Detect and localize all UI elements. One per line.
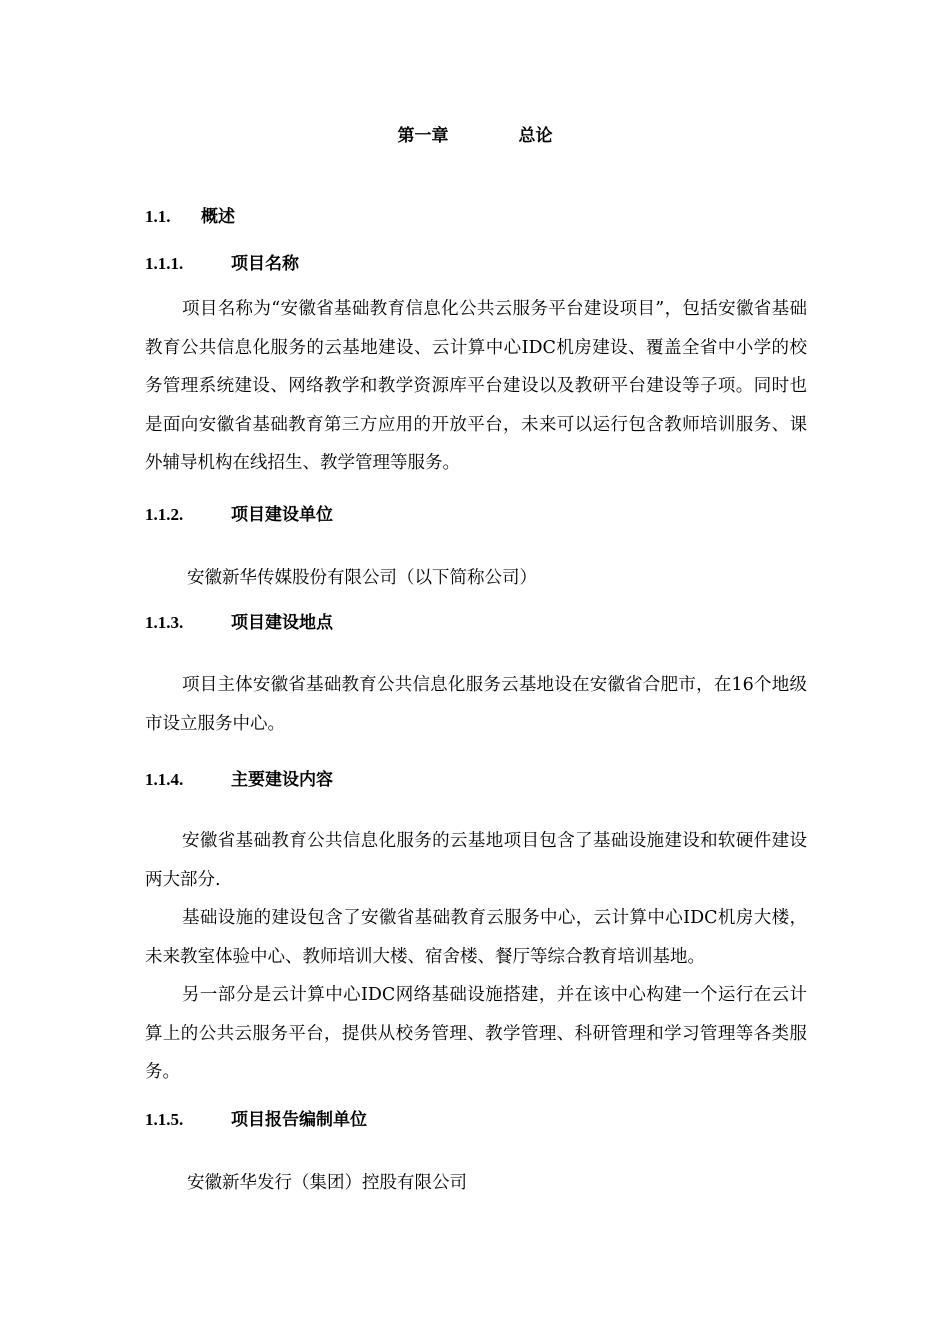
section-title: 主要建设内容 (231, 770, 333, 790)
paragraph-construction-unit: 安徽新华传媒股份有限公司（以下简称公司） (187, 568, 537, 588)
section-heading-1-1-2 (145, 503, 333, 527)
paragraph-content-2: 基础设施的建设包含了安徽省基础教育云服务中心，云计算中心IDC机房大楼，未来教室体验中心、教师培训大楼、宿舍楼、餐厅等综合教育培训基地。 (145, 908, 807, 967)
paragraph-location: 项目主体安徽省基础教育公共信息化服务云基地设在安徽省合肥市，在16个地级市设立服务中心。 (145, 675, 807, 734)
section-number: 1.1.5. (145, 1110, 184, 1129)
section-number: 1.1.3. (145, 613, 184, 632)
section-title: 项目名称 (231, 254, 299, 274)
section-heading-1-1-3 (145, 611, 333, 635)
section-heading-1-1-4 (145, 768, 333, 792)
paragraph-report-unit: 安徽新华发行（集团）控股有限公司 (187, 1173, 467, 1193)
section-heading-1-1-5 (145, 1108, 367, 1132)
section-number: 1.1.2. (145, 505, 184, 524)
chapter-label: 第一章 (397, 126, 449, 146)
chapter-heading (0, 124, 950, 148)
section-heading-1-1-1 (145, 252, 299, 276)
section-title: 项目建设地点 (231, 613, 333, 633)
section-title: 概述 (201, 207, 235, 227)
section-number: 1.1.4. (145, 770, 184, 789)
paragraph-project-name: 项目名称为“安徽省基础教育信息化公共云服务平台建设项目”，包括安徽省基础教育公共信息化服务的云基地建设、云计算中心IDC机房建设、覆盖全省中小学的校务管理系统建设、网络教学和教学资源库平台建设以及教研平台建设等子项。同时也是面向安徽省基础教育第三方应用的开放平台，未来可以运行包含教师培训服务、课外辅导机构在线招生、教学管理等服务。 (145, 299, 807, 473)
paragraph-content-1: 安徽省基础教育公共信息化服务的云基地项目包含了基础设施建设和软硬件建设两大部分. (145, 831, 807, 890)
section-number: 1.1. (145, 207, 171, 226)
paragraph-content-3: 另一部分是云计算中心IDC网络基础设施搭建，并在该中心构建一个运行在云计算上的公共云服务平台，提供从校务管理、教学管理、科研管理和学习管理等各类服务。 (145, 985, 807, 1082)
section-heading-1-1 (145, 205, 235, 229)
chapter-title: 总论 (518, 126, 553, 146)
section-title: 项目建设单位 (231, 505, 333, 525)
section-title: 项目报告编制单位 (231, 1110, 367, 1130)
section-number: 1.1.1. (145, 254, 184, 273)
